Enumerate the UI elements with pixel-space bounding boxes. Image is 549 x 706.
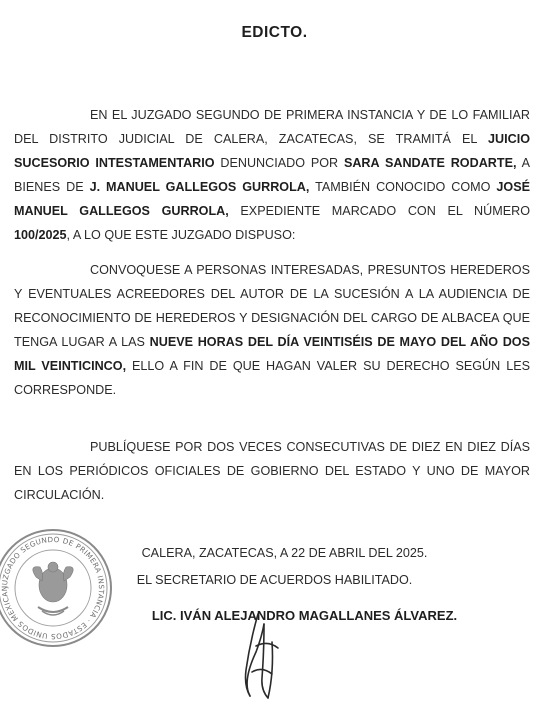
paragraph-publication	[14, 435, 530, 507]
deceased-alias: JOSÉ MANUEL GALLEGOS GURROLA,	[14, 180, 530, 218]
text: TAMBIÉN CONOCIDO COMO	[309, 180, 497, 194]
seal-text: JUZGADO SEGUNDO DE PRIMERA INSTANCIA · ESTADOS UNIDOS MEXICAN	[0, 534, 107, 642]
paragraph-case-summary	[14, 103, 530, 247]
paragraph-summons	[14, 258, 530, 402]
deceased-name: J. MANUEL GALLEGOS GURROLA,	[89, 180, 310, 194]
text: EN EL JUZGADO SEGUNDO DE PRIMERA INSTANCIA Y DE LO FAMILIAR DEL DISTRITO JUDICIAL DE CALERA, ZACATECAS, SE TRAMITÁ EL	[14, 108, 530, 146]
secretary-name: LIC. IVÁN ALEJANDRO MAGALLANES ÁLVAREZ.	[151, 608, 458, 623]
place-and-date: CALERA, ZACATECAS, A 22 DE ABRIL DEL 2025.	[141, 546, 428, 560]
text: A BIENES DE	[14, 156, 530, 194]
text: PUBLÍQUESE POR DOS VECES CONSECUTIVAS DE DIEZ EN DIEZ DÍAS EN LOS PERIÓDICOS OFICIALES DE GOBIERNO DEL ESTADO Y UNO DE MAYOR CIRCULACIÓN.	[14, 440, 530, 502]
court-seal-icon	[0, 527, 114, 649]
text: DENUNCIADO POR	[214, 156, 344, 170]
claimant-name: SARA SANDATE RODARTE,	[343, 156, 517, 170]
document-title: EDICTO.	[241, 24, 308, 41]
text: EXPEDIENTE MARCADO CON EL NÚMERO	[228, 204, 530, 218]
text: ELLO A FIN DE QUE HAGAN VALER SU DERECHO SEGÚN LES CORRESPONDE.	[14, 359, 531, 397]
text: , A LO QUE ESTE JUZGADO DISPUSO:	[66, 228, 296, 242]
case-type: JUICIO SUCESORIO INTESTAMENTARIO	[14, 132, 530, 170]
text: CONVOQUESE A PERSONAS INTERESADAS, PRESUNTOS HEREDEROS Y EVENTUALES ACREEDORES DEL AUTOR DE LA SUCESIÓN A LA AUDIENCIA DE RECONOCIMIENTO DE HEREDEROS Y DESIGNACIÓN DEL CARGO DE ALBACEA QUE TENGA LUGAR A LAS	[14, 263, 530, 349]
hearing-datetime: NUEVE HORAS DEL DÍA VEINTISÉIS DE MAYO DEL AÑO DOS MIL VEINTICINCO,	[14, 335, 530, 373]
secretary-title: EL SECRETARIO DE ACUERDOS HABILITADO.	[136, 573, 413, 587]
handwritten-signature-icon	[228, 612, 318, 701]
file-number: 100/2025	[14, 228, 67, 242]
